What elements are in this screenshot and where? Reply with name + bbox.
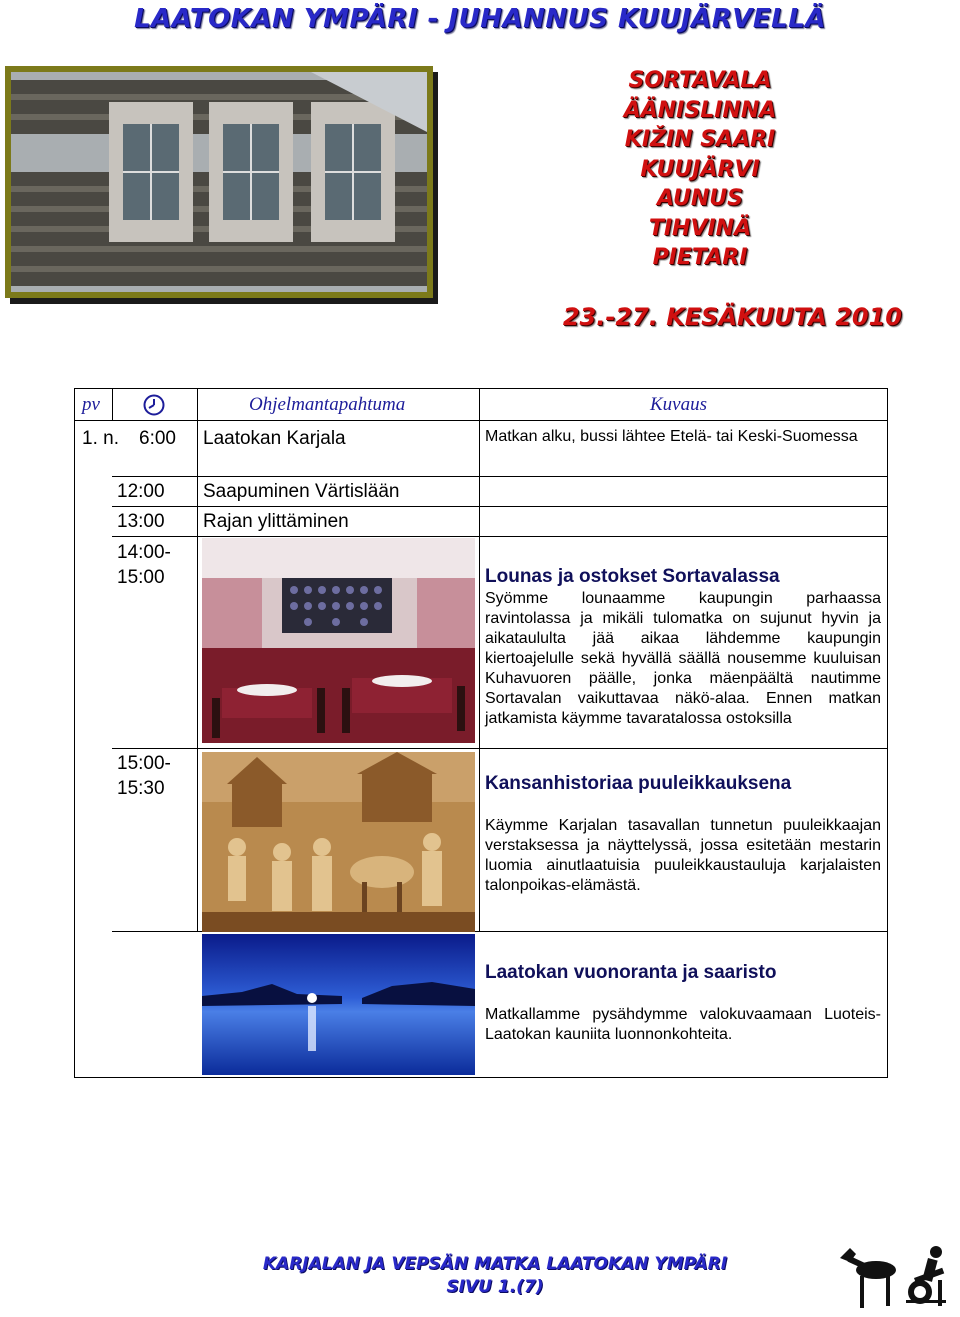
destination-item: PIETARI xyxy=(652,245,748,270)
row-time: 13:00 xyxy=(117,511,165,532)
row-description: Käymme Karjalan tasavallan tunnetun puuleikkaajan verstaksessa ja näyttelyssä, jossa esitetään mestarin luomia ainutlaatuisia puuleikkaustauluja karjalaisten talonpoikas-elämästä. xyxy=(485,817,881,894)
footer-page-number: SIVU 1.(7) xyxy=(446,1277,544,1297)
destination-item: SORTAVALA xyxy=(628,68,772,93)
row-divider xyxy=(112,476,887,477)
row-heading: Kansanhistoriaa puuleikkauksena xyxy=(485,773,792,794)
column-divider xyxy=(479,388,480,931)
restaurant-photo xyxy=(202,538,475,743)
row-time: 6:00 xyxy=(139,428,176,449)
header-description: Kuvaus xyxy=(650,394,707,415)
row-divider xyxy=(112,506,887,507)
destination-item: KUUJÄRVI xyxy=(640,156,760,182)
clock-icon xyxy=(143,394,165,421)
row-time: 12:00 xyxy=(117,481,165,502)
row-heading: Lounas ja ostokset Sortavalassa xyxy=(485,566,780,587)
column-divider xyxy=(112,388,113,420)
wood-carving-photo xyxy=(202,752,475,932)
row-event: Laatokan Karjala xyxy=(203,428,346,449)
row-event: Rajan ylittäminen xyxy=(203,511,349,532)
row-divider xyxy=(74,420,887,421)
page-title: LAATOKAN YMPÄRI - JUHANNUS KUUJÄRVELLÄ xyxy=(134,4,826,34)
lake-ladoga-photo xyxy=(202,934,475,1075)
destination-list xyxy=(560,66,840,273)
column-divider xyxy=(197,388,198,931)
row-heading: Laatokan vuonoranta ja saaristo xyxy=(485,962,777,983)
destination-item: AUNUS xyxy=(656,186,744,211)
row-description: Matkallamme pysähdymme valokuvaamaan Luoteis-Laatokan kauniita luonnonkohteita. xyxy=(485,1006,881,1043)
row-divider xyxy=(112,536,887,537)
trip-dates: 23.-27. KESÄKUUTA 2010 xyxy=(562,303,902,331)
row-event: Saapuminen Värtislään xyxy=(203,481,400,502)
destination-item: ÄÄNISLINNA xyxy=(623,97,777,123)
log-house-photo xyxy=(11,72,427,292)
header-event: Ohjelmantapahtuma xyxy=(249,394,406,415)
row-description: Matkan alku, bussi lähtee Etelä- tai Keski-Suomessa xyxy=(485,428,858,445)
day-label: 1. n. xyxy=(82,428,119,449)
log-house-photo-frame xyxy=(5,66,433,298)
row-divider xyxy=(112,748,887,749)
row-description: Syömme lounaamme kaupungin parhaassa ravintolassa ja mikäli tulomatka on sujunut hyvin ja aikataululta jää aikaa lähdemme kaupungin kiertoajelulle sekä hyvällä säällä nousemme kuuluisan Kuhavuoren päälle, jonka mäenpäältä nautimme Sortavalan vaikuttavaa näkö-alaa. Ennen matkan jatkamista käymme tavaratalossa ostoksilla xyxy=(485,590,881,727)
decorative-figure-icon xyxy=(836,1240,958,1312)
row-time-end: 15:00 xyxy=(117,567,165,588)
footer-title: KARJALAN JA VEPSÄN MATKA LAATOKAN YMPÄRI xyxy=(262,1254,728,1274)
destination-item: KIŽIN SAARI xyxy=(624,127,776,152)
row-time-end: 15:30 xyxy=(117,778,165,799)
destination-item: TIHVINÄ xyxy=(648,215,752,241)
row-time-start: 14:00- xyxy=(117,542,171,563)
row-time-start: 15:00- xyxy=(117,753,171,774)
header-day: pv xyxy=(82,394,100,415)
